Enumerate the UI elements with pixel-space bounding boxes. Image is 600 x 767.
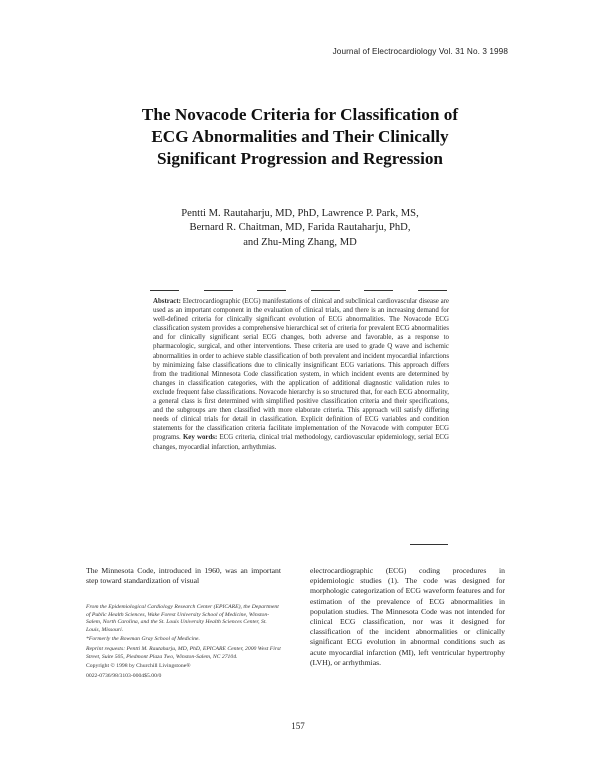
- author-line: and Zhu-Ming Zhang, MD: [243, 236, 357, 248]
- divider-dash: [364, 290, 393, 291]
- divider-dash: [257, 290, 286, 291]
- footnote-deceased: *Formerly the Bowman Gray School of Medicine.: [86, 636, 200, 643]
- body-column-left: The Minnesota Code, introduced in 1960, was an important step toward standardization of visual: [86, 566, 281, 586]
- divider-dash: [150, 290, 179, 291]
- footnote-affiliation: From the Epidemiological Cardiology Research Center (EPICARE), the Department of Public Health Sciences, Wake Forest University School of Medicine, Winston-Salem, North Carolina, and the St. Louis University Health Sciences Center, St. Louis, Missouri.: [86, 604, 279, 633]
- abstract-label: Abstract:: [153, 298, 183, 305]
- footnote-reprints: Reprint requests: Pentti M. Rautaharju, MD, PhD, EPICARE Center, 2000 West First Street, Suite 505, Piedmont Plaza Two, Winston-Salem, NC 27104.: [86, 645, 281, 660]
- running-head: Journal of Electrocardiology Vol. 31 No. 3 1998: [332, 47, 508, 56]
- body-column-right: electrocardiographic (ECG) coding procedures in epidemiologic studies (1). The code was designed for morphologic categorization of ECG waveform features and for estimation of the prevalence of ECG abnormalities in population studies. The Minnesota Code was not intended for clinical ECG classification, nor was it designed for classification of the incident abnormalities or clinically significant ECG evolution in abnormal conditions such as acute myocardial infarction (MI), left ventricular hypertrophy (LVH), or arrhythmias.: [310, 566, 505, 667]
- keywords-text: ECG criteria, clinical trial methodology, cardiovascular epidemiology, serial ECG changes, myocardial infarction, arrhythmias.: [153, 434, 449, 451]
- page-number: 157: [291, 721, 305, 731]
- author-list: [110, 207, 490, 250]
- footnotes: [86, 604, 281, 682]
- title-line: The Novacode Criteria for Classification of: [141, 105, 459, 124]
- article-title: [60, 104, 540, 170]
- title-line: ECG Abnormalities and Their Clinically: [151, 127, 449, 146]
- abstract-end-rule: [410, 544, 448, 545]
- abstract-text: Electrocardiographic (ECG) manifestations of clinical and subclinical cardiovascular disease are used as an important component in the evaluation of clinical trials, and there is an increasing demand for well-defined criteria for clinically significant evolution of ECG abnormalities. The Novacode ECG classification system provides a comprehensive hierarchical set of criteria for prevalent ECG abnormalities and for clinically significant serial ECG changes, both adverse and favorable, as a response to pharmacologic, surgical, and other interventions. These criteria are used to grade Q wave and ischemic abnormalities in order to achieve stable classification of both prevalent and incident myocardial infarctions by minimizing false classifications due to clinically insignificant ECG variations. This approach differs from the traditional Minnesota Code classification system, in which incident events are determined by changes in classification categories, with the application of additional diagnostic validation rules to exclude frequent false classifications. Novacode hierarchy is so structured that, for each ECG abnormality, a general class is first determined with simplified positive classification criteria and their specifications, and the subgroups are then classified with more elaborate criteria. This approach will satisfy differing needs of clinical trials for detail in classification. Explicit definition of ECG variables and condition statements for the classification criteria facilitate implementation of the Novacode with computer ECG programs.: [153, 298, 449, 442]
- author-line: Pentti M. Rautaharju, MD, PhD, Lawrence P. Park, MS,: [181, 208, 419, 219]
- abstract: [153, 297, 449, 452]
- title-line: Significant Progression and Regression: [156, 149, 443, 168]
- divider-dash: [311, 290, 340, 291]
- section-divider: [150, 290, 447, 291]
- divider-dash: [204, 290, 233, 291]
- divider-dash: [418, 290, 447, 291]
- footnote-copyright: Copyright © 1998 by Churchill Livingstone®: [86, 663, 191, 670]
- author-line: Bernard R. Chaitman, MD, Farida Rautaharju, PhD,: [189, 222, 411, 234]
- keywords-label: Key words:: [182, 434, 220, 442]
- footnote-issn: 0022-0736/98/3103-0004$5.00/0: [86, 672, 162, 679]
